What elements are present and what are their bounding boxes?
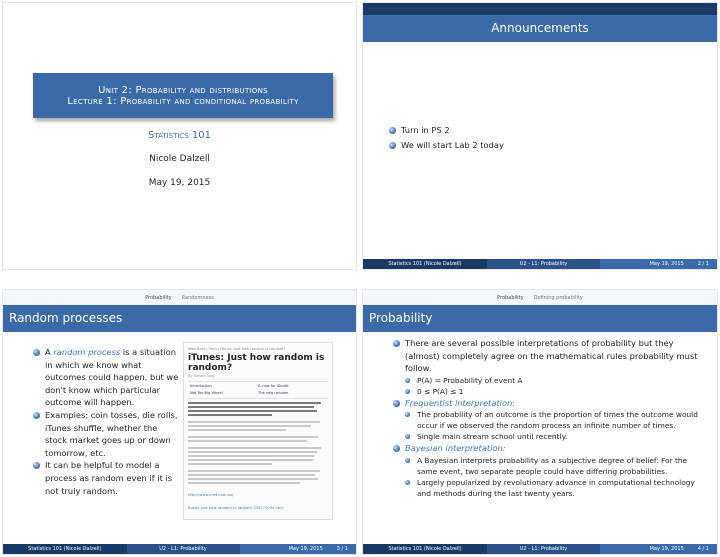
- footer-author: Statistics 101 (Nicole Dalzell): [363, 544, 487, 554]
- frame-title: Random processes: [3, 305, 356, 332]
- frame-title: Announcements: [363, 15, 717, 42]
- nav-subsection[interactable]: Randomness: [181, 294, 214, 301]
- bullet-icon: [405, 389, 410, 394]
- header-bar: [363, 3, 717, 15]
- list-item: P(A) = Probability of event A: [405, 375, 705, 386]
- article-link: Not Too Big Wheel: [190, 391, 223, 395]
- bullet-list: [33, 346, 179, 497]
- bullet-icon: [389, 142, 396, 149]
- list-item: Examples: coin tosses, die rolls, iTunes shuffle, whether the stock market goes up or down tomorrow, etc.: [33, 409, 179, 459]
- slide-probability: [362, 289, 718, 555]
- nav-subsection[interactable]: Defining probability: [533, 294, 583, 301]
- footer-date: May 19, 2015: [649, 261, 684, 267]
- article-link: Introduction: [190, 384, 212, 388]
- title-box: [33, 73, 333, 118]
- bullet-icon: [405, 480, 410, 485]
- frame-title: Probability: [363, 305, 717, 332]
- list-item: The probability of an outcome is the proportion of times the outcome would occur if we observed the random process an infinite number of times.: [405, 409, 705, 431]
- footer-date: May 19, 2015: [288, 546, 323, 552]
- page-number: 4 / 1: [697, 546, 709, 552]
- bullet-list: [389, 124, 504, 151]
- article-headline: iTunes: Just how random is random?: [188, 353, 325, 373]
- unit-title: Unit 2: Probability and distributions: [98, 84, 268, 96]
- list-item: Single main stream school until recently.: [405, 431, 705, 442]
- list-item: A random process is a situation in which we know what outcomes could happen, but we don't know which particular outcome will happen.: [33, 346, 179, 409]
- lecture-title: Lecture 1: Probability and conditional probability: [67, 95, 299, 107]
- bullet-list: [393, 337, 705, 499]
- article-link: The new random: [258, 391, 289, 395]
- article-byline: By Steven Levy: [188, 374, 216, 378]
- article-body: [188, 402, 328, 484]
- list-item: Turn in PS 2: [389, 124, 504, 137]
- bullet-icon: [393, 445, 400, 452]
- footer-author: Statistics 101 (Nicole Dalzell): [3, 544, 127, 554]
- bullet-icon: [393, 340, 400, 347]
- bullet-icon: [33, 462, 40, 469]
- article-link: A cure for iDoubt: [258, 384, 289, 388]
- bullet-icon: [405, 458, 410, 463]
- footer-right: [600, 259, 717, 269]
- list-item: 0 ≤ P(A) ≤ 1: [405, 386, 705, 397]
- list-item: We will start Lab 2 today: [389, 139, 504, 152]
- footer: [363, 544, 717, 554]
- list-item: There are several possible interpretations of probability but they (almost) completely agree on the mathematical rules probability must follow. P(A) = Probability of event A 0 ≤ P(A) ≤ 1: [393, 337, 705, 397]
- page-number: 3 / 1: [336, 546, 348, 552]
- bullet-icon: [405, 378, 410, 383]
- slide-random-processes: [2, 289, 357, 555]
- footer-date: May 19, 2015: [649, 546, 684, 552]
- nav-section[interactable]: Probability: [145, 294, 172, 301]
- footer-lecture: U2 - L1: Probability: [487, 544, 600, 554]
- lecture-date: May 19, 2015: [148, 178, 211, 188]
- article-breadcrumb: Web Beat | Tech | iTunes: Just how random is random?: [188, 347, 286, 351]
- bullet-icon: [405, 412, 410, 417]
- article-url: http://www.cnet.com.au/: [188, 493, 234, 497]
- footer-author: Statistics 101 (Nicole Dalzell): [363, 259, 487, 269]
- nav-bar: [363, 290, 717, 306]
- article-links: [188, 381, 328, 399]
- footer: [3, 544, 356, 554]
- bullet-icon: [33, 349, 40, 356]
- footer: [363, 259, 717, 269]
- footer-right: [600, 544, 717, 554]
- nav-section[interactable]: Probability: [497, 294, 524, 301]
- page-number: 2 / 1: [697, 261, 709, 267]
- footer-lecture: U2 - L1: Probability: [487, 259, 600, 269]
- footer-right: [240, 544, 357, 554]
- bullet-icon: [33, 412, 40, 419]
- author-name: Nicole Dalzell: [149, 154, 210, 164]
- bullet-icon: [389, 127, 396, 134]
- slide-title: [2, 2, 357, 270]
- article-url: itunes-just-how-random-is-random-339274094.htm: [188, 506, 283, 510]
- bullet-icon: [393, 400, 400, 407]
- bullet-icon: [405, 434, 410, 439]
- course-name: Statistics 101: [147, 130, 212, 141]
- slide-announcements: [362, 2, 718, 270]
- itunes-article-image: [183, 342, 333, 520]
- list-item: It can be helpful to model a process as random even if it is not truly random.: [33, 459, 179, 497]
- list-item: Bayesian interpretation: A Bayesian interprets probability as a subjective degree of belief: For the same event, two separate people could have differing probabilities. Largely popularized by revolutionary advance in computational technology and methods during the last twenty years.: [393, 442, 705, 499]
- footer-lecture: U2 - L1: Probability: [127, 544, 240, 554]
- nav-bar: [3, 290, 356, 306]
- list-item: Frequentist interpretation: The probability of an outcome is the proportion of times the outcome would occur if we observed the random process an infinite number of times. Single main stream school until recently.: [393, 397, 705, 443]
- list-item: Largely popularized by revolutionary advance in computational technology and methods during the last twenty years.: [405, 477, 705, 499]
- list-item: A Bayesian interprets probability as a subjective degree of belief: For the same event, two separate people could have differing probabilities.: [405, 455, 705, 477]
